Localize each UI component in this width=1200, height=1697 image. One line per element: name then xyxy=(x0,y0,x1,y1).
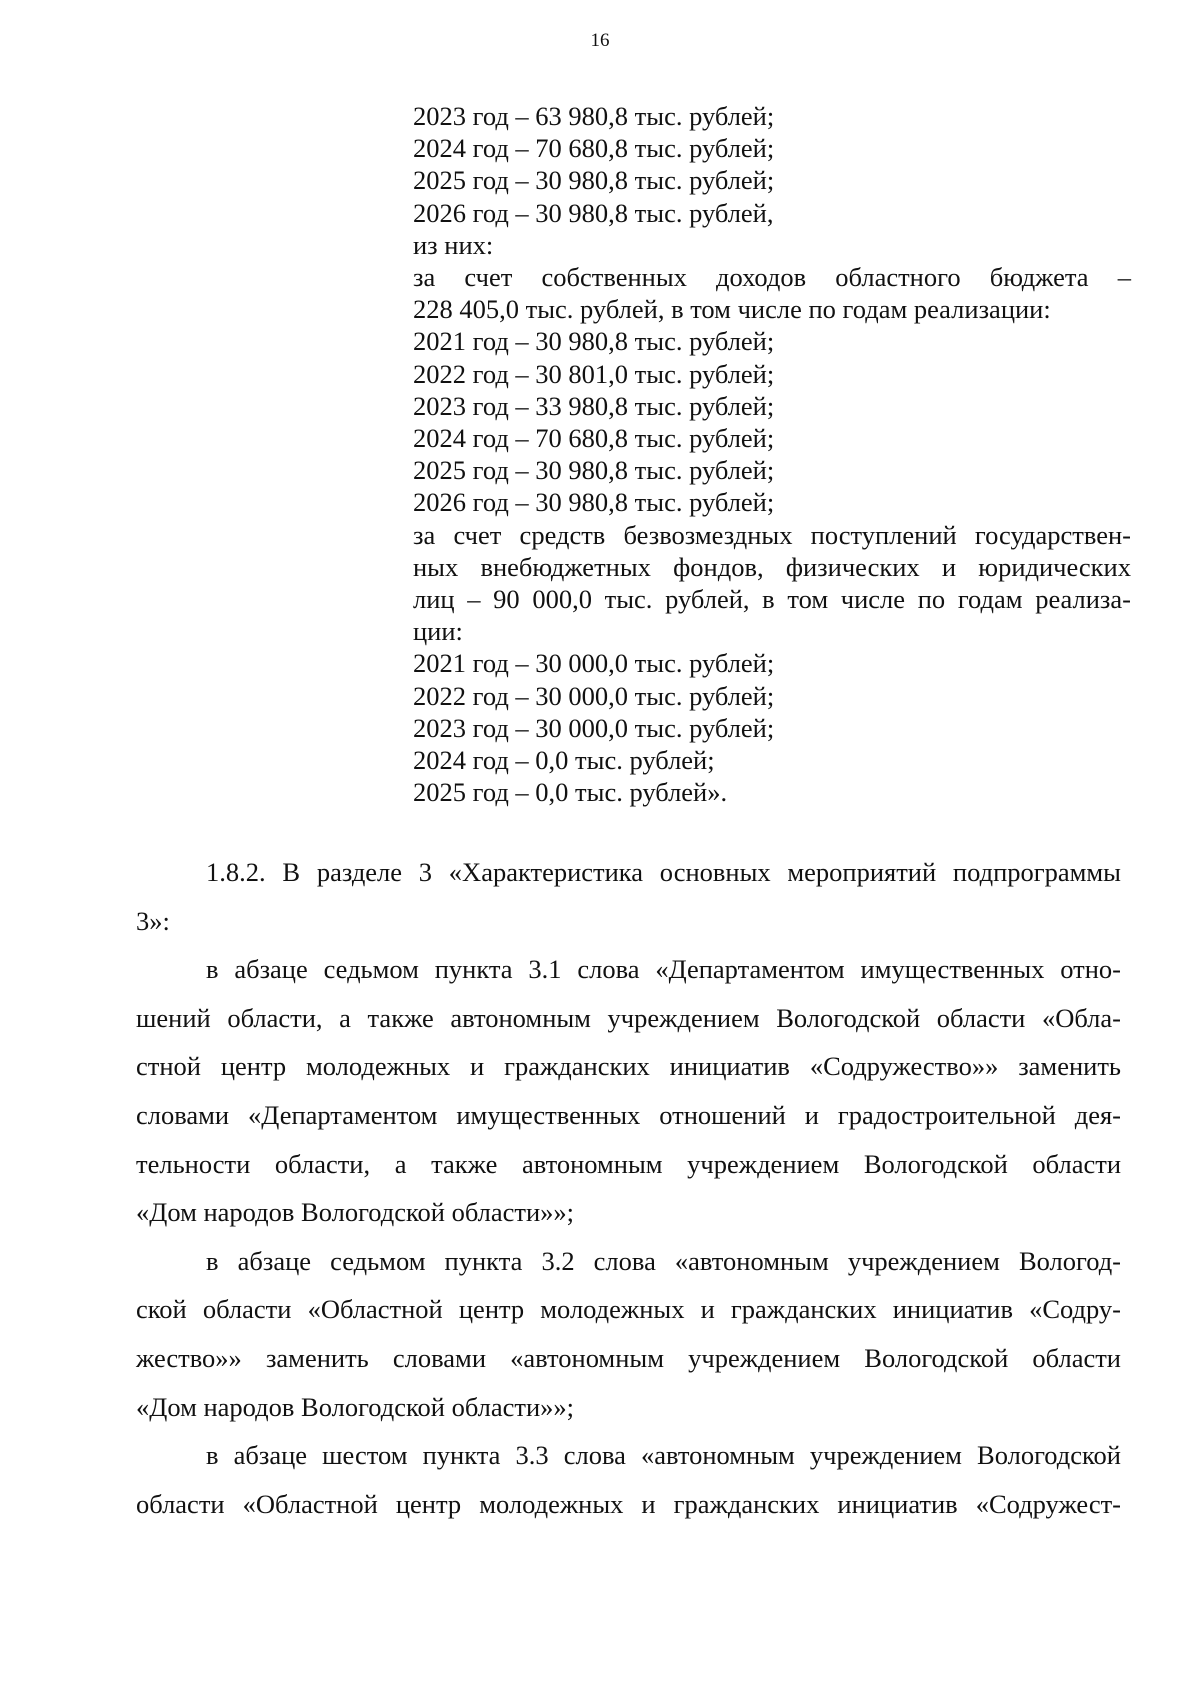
budget-line: из них: xyxy=(413,229,494,260)
text-line: области «Областной центр молодежных и гражданских инициатив «Содружест- xyxy=(136,1488,1121,1519)
paragraph-3-3 xyxy=(136,1431,1121,1528)
own-income-heading: за счет собственных доходов областного бюджета – xyxy=(413,262,1131,293)
text-line: «Дом народов Вологодской области»»; xyxy=(136,1197,575,1228)
text-line: шений области, а также автономным учреждением Вологодской области «Обла- xyxy=(136,1002,1121,1033)
budget-line: 2025 год – 30 980,8 тыс. рублей; xyxy=(413,165,775,196)
text-line: 3»: xyxy=(136,905,170,936)
own-income-year: 2024 год – 70 680,8 тыс. рублей; xyxy=(413,423,775,454)
budget-line: 2023 год – 63 980,8 тыс. рублей; xyxy=(413,101,775,131)
gratuitous-year: 2023 год – 30 000,0 тыс. рублей; xyxy=(413,712,775,743)
own-income-year: 2021 год – 30 980,8 тыс. рублей; xyxy=(413,326,775,357)
text-line: в абзаце шестом пункта 3.3 слова «автономным учреждением Вологодской xyxy=(206,1440,1121,1471)
gratuitous-heading: за счет средств безвозмездных поступлений государствен- xyxy=(413,519,1131,550)
text-line: в абзаце седьмом пункта 3.1 слова «Департаментом имущественных отно- xyxy=(206,954,1121,985)
gratuitous-year: 2025 год – 0,0 тыс. рублей». xyxy=(413,777,728,808)
own-income-year: 2026 год – 30 980,8 тыс. рублей; xyxy=(413,487,775,518)
text-line: стной центр молодежных и гражданских инициатив «Содружество»» заменить xyxy=(136,1051,1121,1082)
text-line: тельности области, а также автономным учреждением Вологодской области xyxy=(136,1148,1121,1179)
text-line: жество»» заменить словами «автономным учреждением Вологодской области xyxy=(136,1342,1121,1373)
budget-line: 2026 год – 30 980,8 тыс. рублей, xyxy=(413,197,774,228)
text-line: 1.8.2. В разделе 3 «Характеристика основных мероприятий подпрограммы xyxy=(206,857,1121,887)
own-income-year: 2022 год – 30 801,0 тыс. рублей; xyxy=(413,358,775,389)
gratuitous-heading: ных внебюджетных фондов, физических и юридических xyxy=(413,551,1131,582)
gratuitous-year: 2024 год – 0,0 тыс. рублей; xyxy=(413,745,715,776)
text-line: ской области «Областной центр молодежных и гражданских инициатив «Содру- xyxy=(136,1294,1121,1325)
gratuitous-year: 2022 год – 30 000,0 тыс. рублей; xyxy=(413,680,775,711)
gratuitous-heading: ции: xyxy=(413,616,463,647)
text-line: в абзаце седьмом пункта 3.2 слова «автономным учреждением Вологод- xyxy=(206,1245,1121,1276)
paragraph-3-2 xyxy=(136,1237,1121,1431)
gratuitous-heading: лиц – 90 000,0 тыс. рублей, в том числе по годам реализа- xyxy=(413,584,1131,615)
main-text xyxy=(136,848,1121,1528)
budget-financing-block xyxy=(413,100,1131,808)
paragraph-3-1 xyxy=(136,945,1121,1237)
text-line: словами «Департаментом имущественных отношений и градостроительной дея- xyxy=(136,1099,1121,1130)
page-number: 16 xyxy=(590,30,610,51)
section-1-8-2 xyxy=(136,848,1121,945)
own-income-total: 228 405,0 тыс. рублей, в том числе по годам реализации: xyxy=(413,294,1051,325)
budget-line: 2024 год – 70 680,8 тыс. рублей; xyxy=(413,133,775,164)
gratuitous-year: 2021 год – 30 000,0 тыс. рублей; xyxy=(413,648,775,679)
text-line: «Дом народов Вологодской области»»; xyxy=(136,1391,575,1422)
own-income-year: 2025 год – 30 980,8 тыс. рублей; xyxy=(413,455,775,486)
own-income-year: 2023 год – 33 980,8 тыс. рублей; xyxy=(413,390,775,421)
